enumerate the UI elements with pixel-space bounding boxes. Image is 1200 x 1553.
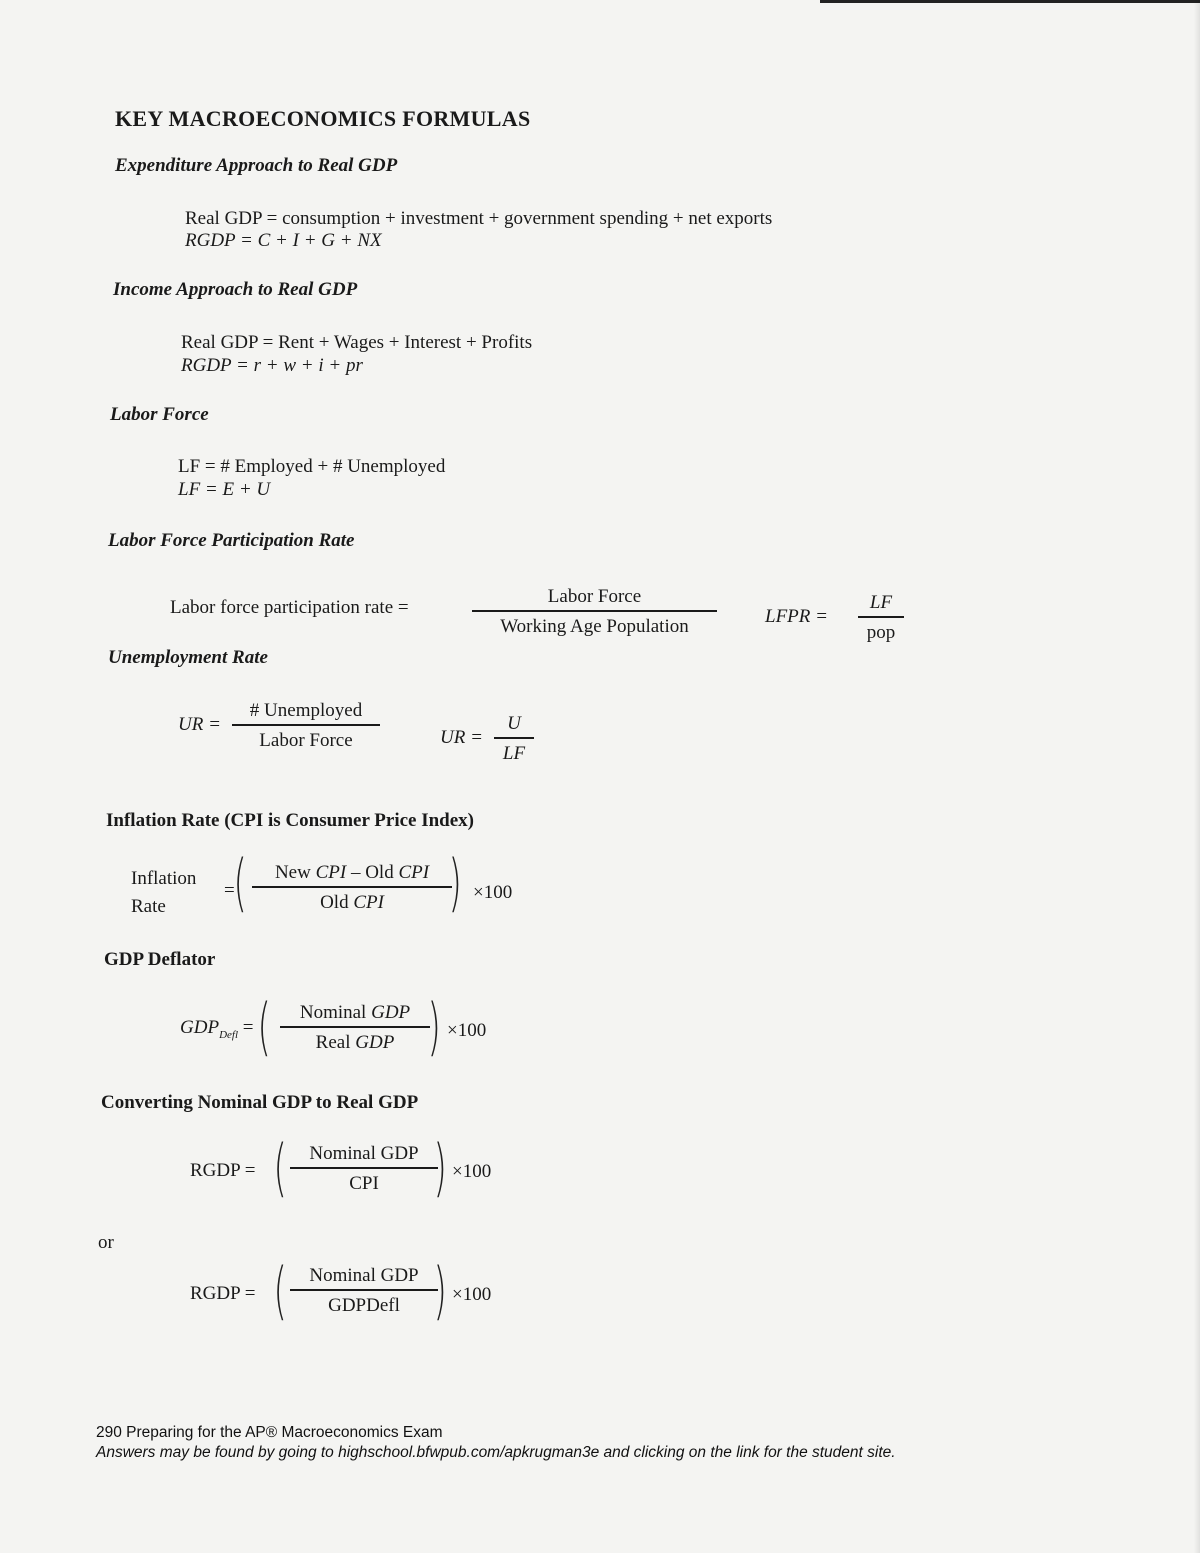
participation-fraction	[472, 586, 717, 638]
deflator-lhs: $GDP_{Defl}$ =	[180, 1017, 254, 1041]
heading-converting: Converting Nominal GDP to Real GDP	[101, 1092, 419, 1113]
inflation-denominator: Old CPI	[320, 891, 384, 913]
participation-abbr-fraction	[858, 592, 904, 644]
right-paren: )	[433, 1254, 447, 1327]
unemployment-abbr-fraction	[494, 713, 534, 765]
converting-numerator-2: Nominal GDP	[309, 1265, 419, 1286]
converting-lhs-2: RGDP =	[190, 1283, 256, 1304]
formula-expenditure-words: Real GDP = consumption + investment + government spending + net exports	[185, 208, 773, 229]
converting-lhs: RGDP =	[190, 1160, 256, 1181]
heading-participation-rate: Labor Force Participation Rate	[108, 530, 355, 551]
unemployment-abbr-lhs: UR =	[440, 727, 483, 748]
unemployment-fraction	[232, 700, 380, 752]
unemployment-abbr-denominator: LF	[502, 742, 526, 764]
scan-page-edge	[1194, 0, 1200, 1553]
deflator-numerator: Nominal GDP	[299, 1002, 411, 1023]
inflation-fraction	[252, 862, 452, 914]
participation-abbr-denominator: pop	[866, 621, 896, 643]
formula-labor-force-symbols: LF = E + U	[178, 479, 271, 500]
unemployment-denominator: Labor Force	[259, 729, 353, 751]
right-paren: )	[433, 1131, 447, 1204]
inflation-equals: =	[224, 880, 235, 901]
left-paren: (	[273, 1131, 287, 1204]
left-paren: (	[273, 1254, 287, 1327]
heading-labor-force: Labor Force	[110, 404, 209, 425]
heading-gdp-deflator: GDP Deflator	[104, 949, 216, 970]
footer-page-line: 290 Preparing for the AP® Macroeconomics Exam	[96, 1424, 443, 1441]
unemployment-numerator: # Unemployed	[249, 700, 363, 721]
formula-expenditure-symbols: RGDP = C + I + G + NX	[185, 230, 382, 251]
inflation-numerator: New CPI – Old CPI	[274, 862, 430, 883]
converting-denominator: CPI	[349, 1172, 379, 1194]
deflator-fraction	[280, 1002, 430, 1054]
inflation-lhs-bottom: Rate	[131, 896, 166, 917]
deflator-multiplier: ×100	[447, 1020, 487, 1041]
deflator-denominator: Real GDP	[315, 1031, 395, 1053]
participation-abbr-numerator: LF	[869, 592, 893, 613]
participation-lhs: Labor force participation rate =	[170, 597, 409, 618]
footer-answers-line: Answers may be found by going to highschool.bfwpub.com/apkrugman3e and clicking on the link for the student site.	[96, 1444, 896, 1461]
converting-multiplier: ×100	[452, 1161, 492, 1182]
page-title: KEY MACROECONOMICS FORMULAS	[115, 106, 531, 131]
or-label: or	[98, 1232, 114, 1253]
heading-unemployment-rate: Unemployment Rate	[108, 647, 268, 668]
right-paren: )	[448, 846, 462, 919]
inflation-lhs-top: Inflation	[131, 868, 197, 889]
heading-income: Income Approach to Real GDP	[113, 279, 358, 300]
participation-numerator: Labor Force	[547, 586, 642, 607]
formula-income-words: Real GDP = Rent + Wages + Interest + Profits	[181, 332, 533, 353]
converting-fraction	[290, 1143, 438, 1195]
converting-multiplier-2: ×100	[452, 1284, 492, 1305]
participation-abbr-lhs: LFPR =	[765, 606, 828, 627]
unemployment-lhs: UR =	[178, 714, 221, 735]
inflation-multiplier: ×100	[473, 882, 513, 903]
left-paren: (	[233, 846, 247, 919]
converting-numerator: Nominal GDP	[309, 1143, 419, 1164]
right-paren: )	[427, 990, 441, 1063]
unemployment-abbr-numerator: U	[507, 713, 521, 734]
heading-expenditure: Expenditure Approach to Real GDP	[115, 155, 398, 176]
scan-top-line	[820, 0, 1200, 3]
converting-fraction-2	[290, 1265, 438, 1317]
formula-labor-force-words: LF = # Employed + # Unemployed	[178, 456, 446, 477]
heading-inflation-rate: Inflation Rate (CPI is Consumer Price Index)	[106, 810, 475, 831]
converting-denominator-2: GDPDefl	[328, 1294, 400, 1316]
participation-denominator: Working Age Population	[500, 615, 689, 637]
formula-income-symbols: RGDP = r + w + i + pr	[181, 355, 363, 376]
left-paren: (	[257, 990, 271, 1063]
